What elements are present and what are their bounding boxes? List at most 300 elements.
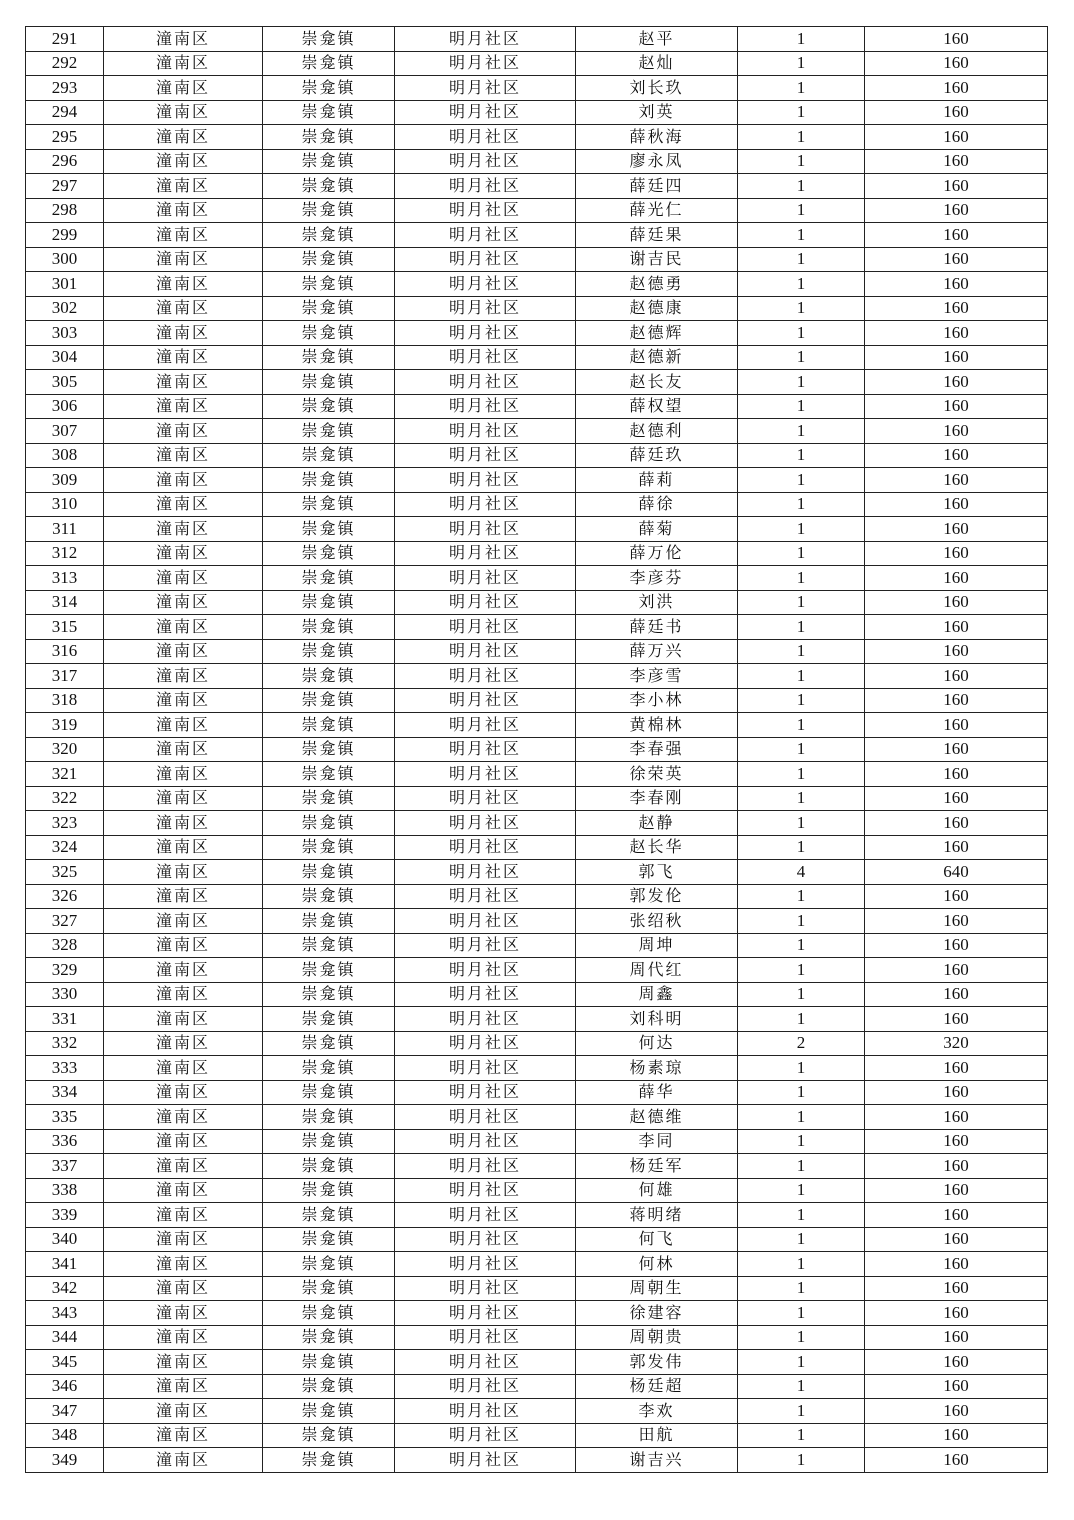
community-cell: 明月社区 xyxy=(395,468,576,493)
community-cell: 明月社区 xyxy=(395,1448,576,1473)
amount-cell: 160 xyxy=(865,370,1048,395)
table-row xyxy=(26,958,1048,983)
district-cell: 潼南区 xyxy=(104,174,263,199)
row-number-cell: 313 xyxy=(26,566,104,591)
amount-cell: 160 xyxy=(865,394,1048,419)
community-cell: 明月社区 xyxy=(395,933,576,958)
town-cell: 崇龛镇 xyxy=(263,394,395,419)
row-number-cell: 319 xyxy=(26,713,104,738)
count-cell: 1 xyxy=(738,51,865,76)
count-cell: 1 xyxy=(738,811,865,836)
district-cell: 潼南区 xyxy=(104,100,263,125)
district-cell: 潼南区 xyxy=(104,76,263,101)
row-number-cell: 344 xyxy=(26,1325,104,1350)
table-row xyxy=(26,1350,1048,1375)
town-cell: 崇龛镇 xyxy=(263,1056,395,1081)
town-cell: 崇龛镇 xyxy=(263,1423,395,1448)
community-cell: 明月社区 xyxy=(395,149,576,174)
count-cell: 1 xyxy=(738,1399,865,1424)
town-cell: 崇龛镇 xyxy=(263,198,395,223)
count-cell: 1 xyxy=(738,639,865,664)
amount-cell: 160 xyxy=(865,958,1048,983)
row-number-cell: 343 xyxy=(26,1301,104,1326)
name-cell: 谢吉民 xyxy=(576,247,738,272)
amount-cell: 320 xyxy=(865,1031,1048,1056)
town-cell: 崇龛镇 xyxy=(263,443,395,468)
town-cell: 崇龛镇 xyxy=(263,174,395,199)
town-cell: 崇龛镇 xyxy=(263,1276,395,1301)
name-cell: 郭发伦 xyxy=(576,884,738,909)
table-row xyxy=(26,566,1048,591)
count-cell: 1 xyxy=(738,1276,865,1301)
community-cell: 明月社区 xyxy=(395,1056,576,1081)
table-row xyxy=(26,688,1048,713)
amount-cell: 160 xyxy=(865,1423,1048,1448)
district-cell: 潼南区 xyxy=(104,1056,263,1081)
amount-cell: 640 xyxy=(865,860,1048,885)
name-cell: 李春强 xyxy=(576,737,738,762)
table-row xyxy=(26,982,1048,1007)
name-cell: 谢吉兴 xyxy=(576,1448,738,1473)
community-cell: 明月社区 xyxy=(395,713,576,738)
count-cell: 1 xyxy=(738,933,865,958)
community-cell: 明月社区 xyxy=(395,492,576,517)
name-cell: 张绍秋 xyxy=(576,909,738,934)
town-cell: 崇龛镇 xyxy=(263,713,395,738)
community-cell: 明月社区 xyxy=(395,419,576,444)
district-cell: 潼南区 xyxy=(104,1448,263,1473)
town-cell: 崇龛镇 xyxy=(263,688,395,713)
row-number-cell: 295 xyxy=(26,125,104,150)
row-number-cell: 306 xyxy=(26,394,104,419)
amount-cell: 160 xyxy=(865,468,1048,493)
name-cell: 薛莉 xyxy=(576,468,738,493)
community-cell: 明月社区 xyxy=(395,909,576,934)
amount-cell: 160 xyxy=(865,811,1048,836)
district-cell: 潼南区 xyxy=(104,1080,263,1105)
district-cell: 潼南区 xyxy=(104,198,263,223)
row-number-cell: 334 xyxy=(26,1080,104,1105)
table-row xyxy=(26,1129,1048,1154)
district-cell: 潼南区 xyxy=(104,909,263,934)
town-cell: 崇龛镇 xyxy=(263,1007,395,1032)
name-cell: 刘英 xyxy=(576,100,738,125)
amount-cell: 160 xyxy=(865,443,1048,468)
table-row xyxy=(26,811,1048,836)
amount-cell: 160 xyxy=(865,566,1048,591)
name-cell: 薛华 xyxy=(576,1080,738,1105)
amount-cell: 160 xyxy=(865,517,1048,542)
name-cell: 薛万伦 xyxy=(576,541,738,566)
count-cell: 1 xyxy=(738,492,865,517)
table-row xyxy=(26,468,1048,493)
count-cell: 1 xyxy=(738,223,865,248)
amount-cell: 160 xyxy=(865,1448,1048,1473)
table-row xyxy=(26,1031,1048,1056)
name-cell: 何达 xyxy=(576,1031,738,1056)
district-cell: 潼南区 xyxy=(104,1325,263,1350)
row-number-cell: 309 xyxy=(26,468,104,493)
amount-cell: 160 xyxy=(865,1350,1048,1375)
name-cell: 杨廷超 xyxy=(576,1374,738,1399)
name-cell: 徐荣英 xyxy=(576,762,738,787)
table-row xyxy=(26,884,1048,909)
count-cell: 1 xyxy=(738,1203,865,1228)
community-cell: 明月社区 xyxy=(395,517,576,542)
table-row xyxy=(26,933,1048,958)
town-cell: 崇龛镇 xyxy=(263,884,395,909)
town-cell: 崇龛镇 xyxy=(263,1105,395,1130)
amount-cell: 160 xyxy=(865,982,1048,1007)
row-number-cell: 307 xyxy=(26,419,104,444)
table-row xyxy=(26,1154,1048,1179)
count-cell: 1 xyxy=(738,247,865,272)
amount-cell: 160 xyxy=(865,198,1048,223)
amount-cell: 160 xyxy=(865,1129,1048,1154)
community-cell: 明月社区 xyxy=(395,762,576,787)
table-row xyxy=(26,1007,1048,1032)
town-cell: 崇龛镇 xyxy=(263,345,395,370)
amount-cell: 160 xyxy=(865,713,1048,738)
district-cell: 潼南区 xyxy=(104,1203,263,1228)
amount-cell: 160 xyxy=(865,125,1048,150)
district-cell: 潼南区 xyxy=(104,713,263,738)
row-number-cell: 328 xyxy=(26,933,104,958)
amount-cell: 160 xyxy=(865,664,1048,689)
district-cell: 潼南区 xyxy=(104,737,263,762)
town-cell: 崇龛镇 xyxy=(263,492,395,517)
name-cell: 赵德新 xyxy=(576,345,738,370)
name-cell: 徐建容 xyxy=(576,1301,738,1326)
town-cell: 崇龛镇 xyxy=(263,1227,395,1252)
town-cell: 崇龛镇 xyxy=(263,786,395,811)
district-cell: 潼南区 xyxy=(104,860,263,885)
amount-cell: 160 xyxy=(865,296,1048,321)
name-cell: 薛徐 xyxy=(576,492,738,517)
name-cell: 李春刚 xyxy=(576,786,738,811)
row-number-cell: 333 xyxy=(26,1056,104,1081)
table-row xyxy=(26,1105,1048,1130)
row-number-cell: 336 xyxy=(26,1129,104,1154)
community-cell: 明月社区 xyxy=(395,27,576,52)
town-cell: 崇龛镇 xyxy=(263,51,395,76)
district-cell: 潼南区 xyxy=(104,835,263,860)
count-cell: 1 xyxy=(738,664,865,689)
district-cell: 潼南区 xyxy=(104,296,263,321)
name-cell: 薛光仁 xyxy=(576,198,738,223)
table-row xyxy=(26,149,1048,174)
town-cell: 崇龛镇 xyxy=(263,933,395,958)
district-cell: 潼南区 xyxy=(104,1227,263,1252)
community-cell: 明月社区 xyxy=(395,247,576,272)
town-cell: 崇龛镇 xyxy=(263,272,395,297)
name-cell: 廖永凤 xyxy=(576,149,738,174)
community-cell: 明月社区 xyxy=(395,958,576,983)
district-cell: 潼南区 xyxy=(104,566,263,591)
table-row xyxy=(26,27,1048,52)
table-row xyxy=(26,1252,1048,1277)
count-cell: 1 xyxy=(738,321,865,346)
row-number-cell: 317 xyxy=(26,664,104,689)
town-cell: 崇龛镇 xyxy=(263,1154,395,1179)
name-cell: 赵平 xyxy=(576,27,738,52)
town-cell: 崇龛镇 xyxy=(263,566,395,591)
district-cell: 潼南区 xyxy=(104,468,263,493)
count-cell: 2 xyxy=(738,1031,865,1056)
district-cell: 潼南区 xyxy=(104,149,263,174)
count-cell: 1 xyxy=(738,1301,865,1326)
name-cell: 李同 xyxy=(576,1129,738,1154)
town-cell: 崇龛镇 xyxy=(263,958,395,983)
amount-cell: 160 xyxy=(865,688,1048,713)
district-cell: 潼南区 xyxy=(104,639,263,664)
table-row xyxy=(26,1374,1048,1399)
town-cell: 崇龛镇 xyxy=(263,1178,395,1203)
town-cell: 崇龛镇 xyxy=(263,517,395,542)
community-cell: 明月社区 xyxy=(395,321,576,346)
community-cell: 明月社区 xyxy=(395,272,576,297)
town-cell: 崇龛镇 xyxy=(263,149,395,174)
name-cell: 赵长友 xyxy=(576,370,738,395)
amount-cell: 160 xyxy=(865,639,1048,664)
table-row xyxy=(26,1276,1048,1301)
name-cell: 田航 xyxy=(576,1423,738,1448)
name-cell: 李欢 xyxy=(576,1399,738,1424)
community-cell: 明月社区 xyxy=(395,370,576,395)
town-cell: 崇龛镇 xyxy=(263,419,395,444)
town-cell: 崇龛镇 xyxy=(263,982,395,1007)
row-number-cell: 325 xyxy=(26,860,104,885)
community-cell: 明月社区 xyxy=(395,76,576,101)
district-cell: 潼南区 xyxy=(104,27,263,52)
table-row xyxy=(26,443,1048,468)
table-row xyxy=(26,272,1048,297)
count-cell: 1 xyxy=(738,590,865,615)
row-number-cell: 304 xyxy=(26,345,104,370)
count-cell: 1 xyxy=(738,1154,865,1179)
district-cell: 潼南区 xyxy=(104,321,263,346)
amount-cell: 160 xyxy=(865,590,1048,615)
count-cell: 1 xyxy=(738,541,865,566)
town-cell: 崇龛镇 xyxy=(263,1374,395,1399)
community-cell: 明月社区 xyxy=(395,296,576,321)
table-row xyxy=(26,223,1048,248)
name-cell: 薛秋海 xyxy=(576,125,738,150)
name-cell: 赵灿 xyxy=(576,51,738,76)
row-number-cell: 339 xyxy=(26,1203,104,1228)
table-row xyxy=(26,125,1048,150)
name-cell: 周朝生 xyxy=(576,1276,738,1301)
district-cell: 潼南区 xyxy=(104,1105,263,1130)
amount-cell: 160 xyxy=(865,149,1048,174)
community-cell: 明月社区 xyxy=(395,1374,576,1399)
amount-cell: 160 xyxy=(865,762,1048,787)
count-cell: 1 xyxy=(738,419,865,444)
community-cell: 明月社区 xyxy=(395,1031,576,1056)
table-row xyxy=(26,394,1048,419)
community-cell: 明月社区 xyxy=(395,1154,576,1179)
community-cell: 明月社区 xyxy=(395,541,576,566)
count-cell: 1 xyxy=(738,1227,865,1252)
row-number-cell: 326 xyxy=(26,884,104,909)
count-cell: 1 xyxy=(738,713,865,738)
town-cell: 崇龛镇 xyxy=(263,27,395,52)
row-number-cell: 314 xyxy=(26,590,104,615)
town-cell: 崇龛镇 xyxy=(263,664,395,689)
district-cell: 潼南区 xyxy=(104,811,263,836)
town-cell: 崇龛镇 xyxy=(263,296,395,321)
district-cell: 潼南区 xyxy=(104,958,263,983)
district-cell: 潼南区 xyxy=(104,1007,263,1032)
row-number-cell: 299 xyxy=(26,223,104,248)
town-cell: 崇龛镇 xyxy=(263,1350,395,1375)
name-cell: 郭发伟 xyxy=(576,1350,738,1375)
community-cell: 明月社区 xyxy=(395,198,576,223)
row-number-cell: 297 xyxy=(26,174,104,199)
name-cell: 李小林 xyxy=(576,688,738,713)
count-cell: 1 xyxy=(738,370,865,395)
amount-cell: 160 xyxy=(865,884,1048,909)
row-number-cell: 296 xyxy=(26,149,104,174)
table-row xyxy=(26,762,1048,787)
table-row xyxy=(26,370,1048,395)
district-cell: 潼南区 xyxy=(104,370,263,395)
community-cell: 明月社区 xyxy=(395,1276,576,1301)
row-number-cell: 291 xyxy=(26,27,104,52)
district-cell: 潼南区 xyxy=(104,223,263,248)
count-cell: 1 xyxy=(738,468,865,493)
community-cell: 明月社区 xyxy=(395,860,576,885)
row-number-cell: 320 xyxy=(26,737,104,762)
town-cell: 崇龛镇 xyxy=(263,1448,395,1473)
community-cell: 明月社区 xyxy=(395,223,576,248)
amount-cell: 160 xyxy=(865,492,1048,517)
town-cell: 崇龛镇 xyxy=(263,321,395,346)
row-number-cell: 340 xyxy=(26,1227,104,1252)
town-cell: 崇龛镇 xyxy=(263,590,395,615)
amount-cell: 160 xyxy=(865,1154,1048,1179)
row-number-cell: 293 xyxy=(26,76,104,101)
table-row xyxy=(26,909,1048,934)
name-cell: 薛万兴 xyxy=(576,639,738,664)
row-number-cell: 294 xyxy=(26,100,104,125)
name-cell: 杨素琼 xyxy=(576,1056,738,1081)
count-cell: 1 xyxy=(738,982,865,1007)
community-cell: 明月社区 xyxy=(395,125,576,150)
district-cell: 潼南区 xyxy=(104,1178,263,1203)
subsidy-roster-table xyxy=(25,26,1048,1473)
count-cell: 1 xyxy=(738,909,865,934)
name-cell: 周朝贵 xyxy=(576,1325,738,1350)
count-cell: 1 xyxy=(738,296,865,321)
amount-cell: 160 xyxy=(865,1325,1048,1350)
town-cell: 崇龛镇 xyxy=(263,223,395,248)
amount-cell: 160 xyxy=(865,933,1048,958)
community-cell: 明月社区 xyxy=(395,982,576,1007)
table-row xyxy=(26,713,1048,738)
table-row xyxy=(26,198,1048,223)
town-cell: 崇龛镇 xyxy=(263,1301,395,1326)
row-number-cell: 302 xyxy=(26,296,104,321)
count-cell: 1 xyxy=(738,1178,865,1203)
community-cell: 明月社区 xyxy=(395,345,576,370)
amount-cell: 160 xyxy=(865,27,1048,52)
town-cell: 崇龛镇 xyxy=(263,76,395,101)
town-cell: 崇龛镇 xyxy=(263,1325,395,1350)
table-row xyxy=(26,247,1048,272)
community-cell: 明月社区 xyxy=(395,1350,576,1375)
amount-cell: 160 xyxy=(865,1227,1048,1252)
community-cell: 明月社区 xyxy=(395,786,576,811)
row-number-cell: 292 xyxy=(26,51,104,76)
town-cell: 崇龛镇 xyxy=(263,1031,395,1056)
count-cell: 1 xyxy=(738,688,865,713)
table-row xyxy=(26,76,1048,101)
community-cell: 明月社区 xyxy=(395,443,576,468)
table-row xyxy=(26,615,1048,640)
name-cell: 周代红 xyxy=(576,958,738,983)
district-cell: 潼南区 xyxy=(104,517,263,542)
name-cell: 赵德康 xyxy=(576,296,738,321)
count-cell: 1 xyxy=(738,835,865,860)
town-cell: 崇龛镇 xyxy=(263,1129,395,1154)
row-number-cell: 300 xyxy=(26,247,104,272)
name-cell: 周坤 xyxy=(576,933,738,958)
table-row xyxy=(26,1080,1048,1105)
table-row xyxy=(26,51,1048,76)
district-cell: 潼南区 xyxy=(104,762,263,787)
table-row xyxy=(26,1325,1048,1350)
row-number-cell: 323 xyxy=(26,811,104,836)
row-number-cell: 349 xyxy=(26,1448,104,1473)
row-number-cell: 341 xyxy=(26,1252,104,1277)
count-cell: 1 xyxy=(738,958,865,983)
row-number-cell: 312 xyxy=(26,541,104,566)
count-cell: 1 xyxy=(738,27,865,52)
row-number-cell: 331 xyxy=(26,1007,104,1032)
count-cell: 1 xyxy=(738,1080,865,1105)
name-cell: 薛廷玖 xyxy=(576,443,738,468)
table-row xyxy=(26,541,1048,566)
amount-cell: 160 xyxy=(865,1276,1048,1301)
name-cell: 薛廷四 xyxy=(576,174,738,199)
district-cell: 潼南区 xyxy=(104,1031,263,1056)
row-number-cell: 348 xyxy=(26,1423,104,1448)
table-row xyxy=(26,1301,1048,1326)
amount-cell: 160 xyxy=(865,737,1048,762)
name-cell: 何飞 xyxy=(576,1227,738,1252)
table-row xyxy=(26,1423,1048,1448)
community-cell: 明月社区 xyxy=(395,664,576,689)
community-cell: 明月社区 xyxy=(395,51,576,76)
district-cell: 潼南区 xyxy=(104,1374,263,1399)
count-cell: 1 xyxy=(738,394,865,419)
amount-cell: 160 xyxy=(865,909,1048,934)
community-cell: 明月社区 xyxy=(395,884,576,909)
count-cell: 1 xyxy=(738,566,865,591)
count-cell: 1 xyxy=(738,443,865,468)
community-cell: 明月社区 xyxy=(395,1129,576,1154)
table-row xyxy=(26,100,1048,125)
table-row xyxy=(26,321,1048,346)
town-cell: 崇龛镇 xyxy=(263,100,395,125)
community-cell: 明月社区 xyxy=(395,1301,576,1326)
count-cell: 1 xyxy=(738,1448,865,1473)
count-cell: 1 xyxy=(738,174,865,199)
table-row xyxy=(26,492,1048,517)
amount-cell: 160 xyxy=(865,1178,1048,1203)
district-cell: 潼南区 xyxy=(104,394,263,419)
